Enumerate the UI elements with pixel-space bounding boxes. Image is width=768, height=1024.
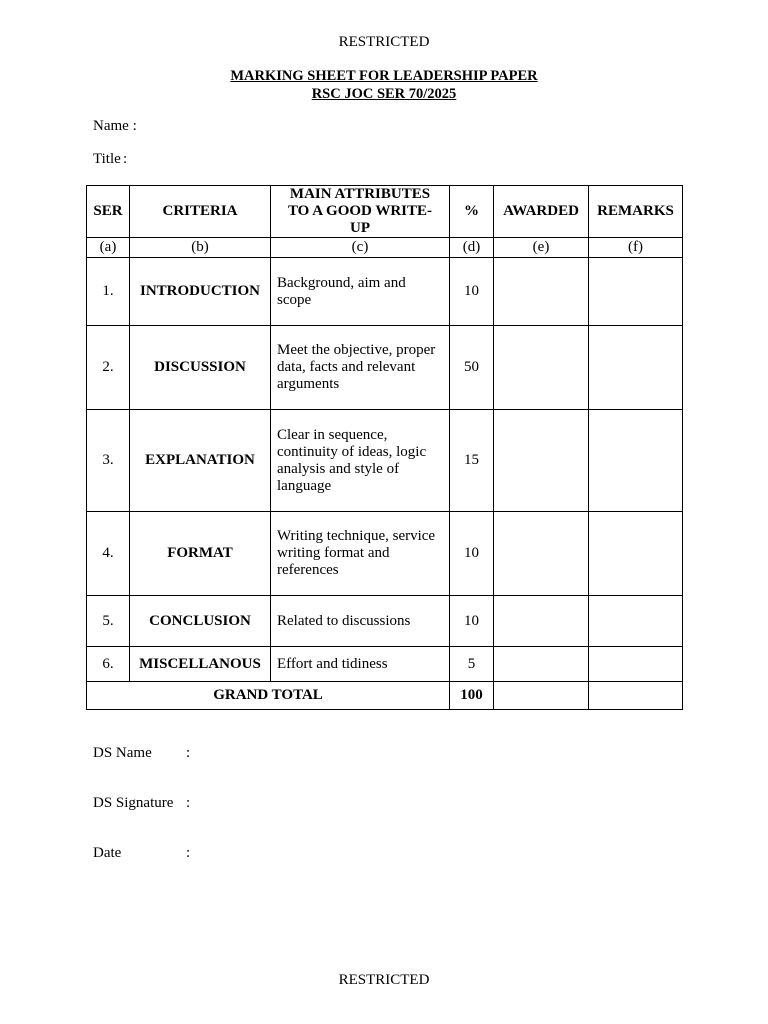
- header-remarks: REMARKS: [589, 186, 683, 238]
- header-ser: SER: [87, 186, 130, 238]
- date-label: Date: [93, 845, 122, 861]
- table-row: [87, 410, 683, 512]
- row-criteria: CONCLUSION: [130, 596, 271, 647]
- date-field: [93, 845, 190, 862]
- subheader-f: (f): [589, 238, 683, 258]
- grand-total-remarks-cell[interactable]: [589, 682, 683, 710]
- subheader-b: (b): [130, 238, 271, 258]
- marking-table: [86, 185, 683, 710]
- table-row: [87, 258, 683, 326]
- row-awarded-cell[interactable]: [494, 410, 589, 512]
- table-row: [87, 326, 683, 410]
- subheader-d: (d): [450, 238, 494, 258]
- ds-signature-colon: :: [186, 795, 191, 811]
- name-label: Name :: [93, 118, 137, 134]
- row-percent: 5: [450, 647, 494, 682]
- name-field: [93, 118, 137, 135]
- row-criteria: FORMAT: [130, 512, 271, 596]
- row-attributes: Effort and tidiness: [271, 647, 450, 682]
- row-remarks-cell[interactable]: [589, 258, 683, 326]
- row-awarded-cell[interactable]: [494, 258, 589, 326]
- table-row: [87, 647, 683, 682]
- subheader-c: (c): [271, 238, 450, 258]
- table-header-row: [87, 186, 683, 238]
- row-attributes: Background, aim and scope: [271, 258, 450, 326]
- row-attributes: Related to discussions: [271, 596, 450, 647]
- ds-name-colon: :: [186, 745, 191, 761]
- grand-total-awarded-cell[interactable]: [494, 682, 589, 710]
- grand-total-percent: 100: [450, 682, 494, 710]
- table-subheader-row: [87, 238, 683, 258]
- row-attributes: Writing technique, service writing format and references: [271, 512, 450, 596]
- ds-signature-label: DS Signature: [93, 795, 174, 811]
- subheader-a: (a): [87, 238, 130, 258]
- row-awarded-cell[interactable]: [494, 512, 589, 596]
- row-attributes: Meet the objective, proper data, facts and relevant arguments: [271, 326, 450, 410]
- row-remarks-cell[interactable]: [589, 512, 683, 596]
- row-ser: 2.: [87, 326, 130, 410]
- row-awarded-cell[interactable]: [494, 326, 589, 410]
- classification-bottom: RESTRICTED: [338, 972, 430, 988]
- table-row: [87, 596, 683, 647]
- row-ser: 5.: [87, 596, 130, 647]
- header-awarded: AWARDED: [494, 186, 589, 238]
- table-row: [87, 512, 683, 596]
- row-percent: 15: [450, 410, 494, 512]
- ds-name-label: DS Name: [93, 745, 152, 761]
- row-attributes: Clear in sequence, continuity of ideas, logic analysis and style of language: [271, 410, 450, 512]
- row-awarded-cell[interactable]: [494, 596, 589, 647]
- row-remarks-cell[interactable]: [589, 596, 683, 647]
- date-colon: :: [186, 845, 191, 861]
- row-criteria: EXPLANATION: [130, 410, 271, 512]
- ds-signature-field: [93, 795, 190, 812]
- row-percent: 10: [450, 596, 494, 647]
- row-remarks-cell[interactable]: [589, 410, 683, 512]
- row-percent: 10: [450, 258, 494, 326]
- row-criteria: MISCELLANOUS: [130, 647, 271, 682]
- subheader-e: (e): [494, 238, 589, 258]
- header-criteria: CRITERIA: [130, 186, 271, 238]
- row-criteria: INTRODUCTION: [130, 258, 271, 326]
- row-remarks-cell[interactable]: [589, 647, 683, 682]
- header-percent: %: [450, 186, 494, 238]
- header-attributes: MAIN ATTRIBUTES TO A GOOD WRITE-UP: [271, 186, 450, 238]
- row-ser: 6.: [87, 647, 130, 682]
- row-percent: 10: [450, 512, 494, 596]
- classification-top: RESTRICTED: [338, 34, 430, 50]
- grand-total-label: GRAND TOTAL: [87, 682, 450, 710]
- ds-name-field: [93, 745, 190, 762]
- row-ser: 1.: [87, 258, 130, 326]
- document-title: MARKING SHEET FOR LEADERSHIP PAPER: [230, 68, 538, 84]
- row-awarded-cell[interactable]: [494, 647, 589, 682]
- grand-total-row: [87, 682, 683, 710]
- document-reference: RSC JOC SER 70/2025: [311, 86, 457, 102]
- row-ser: 3.: [87, 410, 130, 512]
- row-percent: 50: [450, 326, 494, 410]
- title-field: [93, 151, 127, 168]
- row-ser: 4.: [87, 512, 130, 596]
- row-remarks-cell[interactable]: [589, 326, 683, 410]
- title-label: Title: [93, 151, 121, 167]
- row-criteria: DISCUSSION: [130, 326, 271, 410]
- title-colon: :: [123, 151, 128, 167]
